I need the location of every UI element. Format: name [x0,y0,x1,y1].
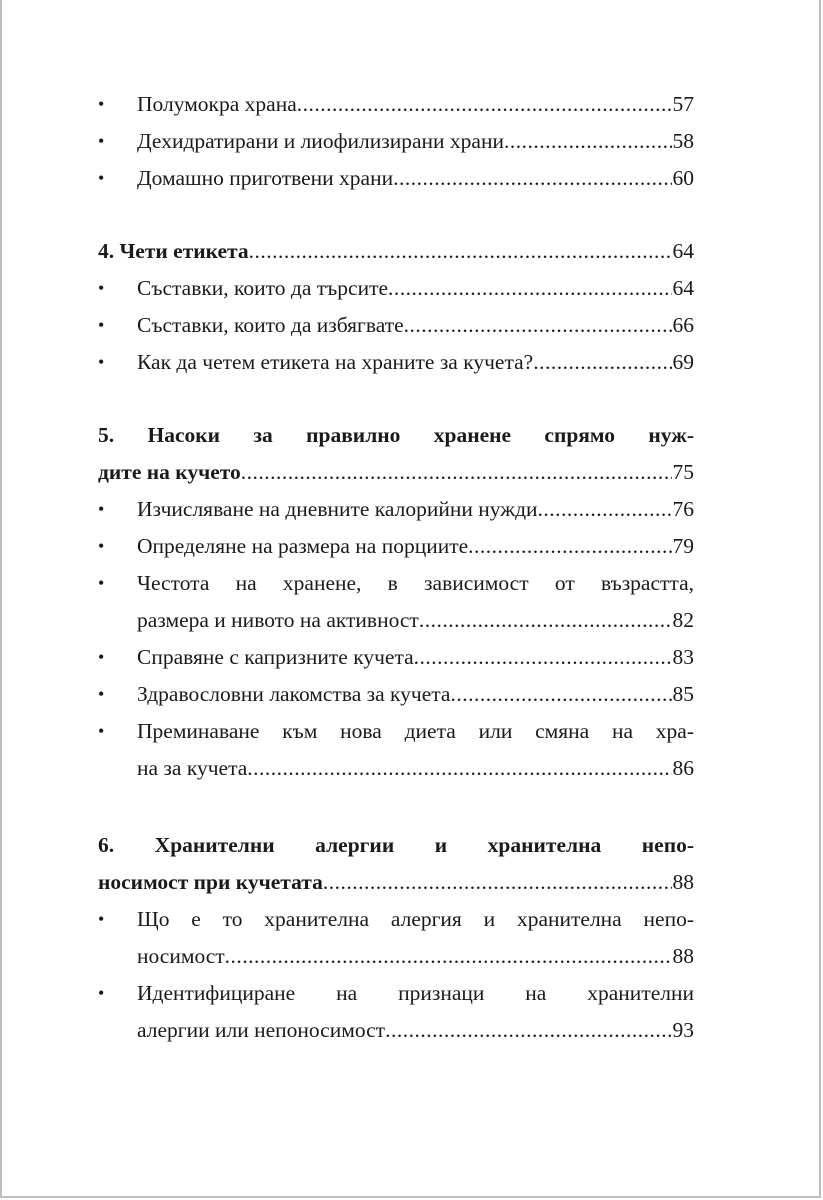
toc-entry-title: Справяне с капризните кучета [137,645,414,669]
toc-page-number: 88 [672,944,694,968]
toc-page-number: 58 [672,129,694,153]
toc-entry-title: Домашно приготвени храни [137,166,394,190]
bullet-icon [98,344,108,381]
toc-page-number: 75 [672,460,694,484]
toc-entry[interactable] [98,160,694,197]
bullet-icon [98,86,108,123]
bullet-icon [98,639,108,676]
toc-page-number: 85 [672,682,694,706]
bullet-icon [98,160,108,197]
bullet-icon [98,901,108,938]
toc-entry[interactable] [98,270,694,307]
toc-entry-title: Изчисляване на дневните калорийни нужди [137,497,538,521]
dot-leader [297,86,672,123]
toc-entry[interactable] [98,307,694,344]
bullet-icon [98,565,108,602]
dot-leader [388,270,671,307]
dot-leader [225,938,672,975]
bullet-icon [98,123,108,160]
table-of-contents [98,86,694,1049]
dot-leader [533,344,671,381]
toc-page-number: 79 [672,534,694,558]
chapter-title-line2: носимост при кучетата [98,870,323,894]
toc-entry-title: Здравословни лакомства за кучета [137,682,451,706]
toc-page-number: 64 [672,276,694,300]
toc-page-number: 83 [672,645,694,669]
toc-entry-title: Как да четем етикета на храните за кучета? [137,350,534,374]
dot-leader [385,1012,671,1049]
chapter-heading-6[interactable] [98,827,694,901]
toc-entry-title-line1: Идентифициране на признаци на хранителни [137,981,694,1005]
dot-leader [468,528,671,565]
dot-leader [247,750,671,787]
dot-leader [241,454,672,491]
toc-page-number: 82 [672,608,694,632]
toc-entry-title-line1: Честота на хранене, в зависимост от възрастта, [137,571,694,595]
toc-entry[interactable] [98,86,694,123]
dot-leader [538,491,672,528]
toc-entry[interactable] [98,713,694,787]
bullet-icon [98,270,108,307]
dot-leader [504,123,672,160]
chapter-heading-5[interactable] [98,417,694,491]
dot-leader [414,639,672,676]
toc-entry-title-line2: алергии или непоносимост [137,1018,386,1042]
bullet-icon [98,676,108,713]
dot-leader [450,676,671,713]
toc-entry[interactable] [98,123,694,160]
toc-entry[interactable] [98,528,694,565]
dot-leader [323,864,672,901]
chapter-title-line2: дите на кучето [98,460,241,484]
toc-entry-title-line1: Що е то хранителна алергия и хранителна непо- [137,907,694,931]
toc-entry[interactable] [98,901,694,975]
chapter-title-line1: 5. Насоки за правилно хранене спрямо нуж- [98,423,694,447]
toc-entry-title: Полумокра храна [137,92,297,116]
chapter-heading-4[interactable] [98,233,694,270]
bullet-icon [98,975,108,1012]
toc-page-number: 76 [672,497,694,521]
chapter-title: 4. Чети етикета [98,239,249,263]
toc-page-number: 57 [672,92,694,116]
toc-entry[interactable] [98,491,694,528]
toc-entry[interactable] [98,676,694,713]
toc-page-number: 88 [672,870,694,894]
bullet-icon [98,307,108,344]
toc-page-number: 69 [672,350,694,374]
bullet-icon [98,528,108,565]
dot-leader [393,160,671,197]
toc-entry-title: Определяне на размера на порциите [137,534,469,558]
section-spacer [98,381,694,417]
chapter-title-line1: 6. Хранителни алергии и хранителна непо- [98,833,694,857]
toc-entry[interactable] [98,565,694,639]
toc-entry-title: Съставки, които да търсите [137,276,389,300]
toc-entry-title-line2: носимост [137,944,225,968]
section-spacer [98,197,694,233]
toc-entry-title-line2: на за кучета [137,756,248,780]
dot-leader [419,602,672,639]
dot-leader [249,233,672,270]
bullet-icon [98,713,108,750]
toc-entry-title: Съставки, които да избягвате [137,313,404,337]
toc-entry[interactable] [98,344,694,381]
toc-page-number: 64 [672,239,694,263]
section-spacer [98,787,694,827]
toc-page-number: 86 [672,756,694,780]
toc-page-number: 66 [672,313,694,337]
toc-entry-title: Дехидратирани и лиофилизирани храни [137,129,504,153]
dot-leader [404,307,672,344]
toc-entry[interactable] [98,975,694,1049]
toc-entry[interactable] [98,639,694,676]
toc-page-number: 93 [672,1018,694,1042]
toc-entry-title-line1: Преминаване към нова диета или смяна на хра- [137,719,694,743]
toc-entry-title-line2: размера и нивото на активност [137,608,419,632]
toc-page-number: 60 [672,166,694,190]
bullet-icon [98,491,108,528]
